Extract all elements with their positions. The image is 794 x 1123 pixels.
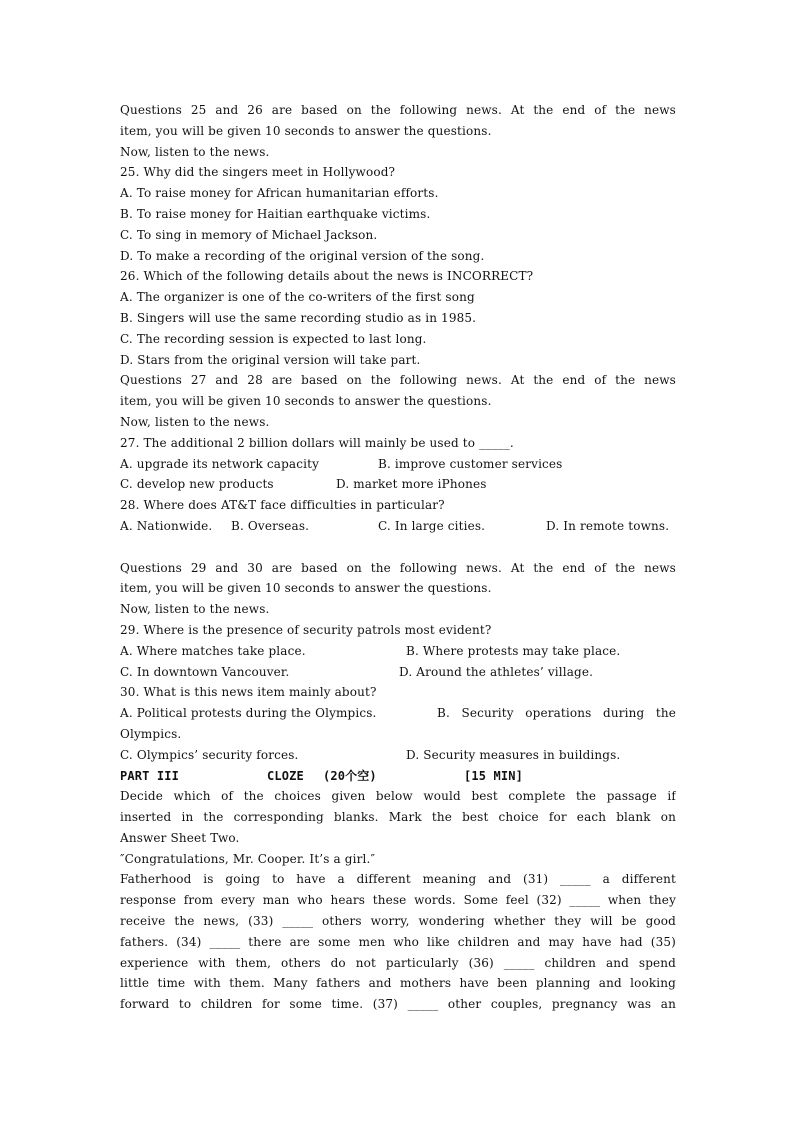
q27-28-intro-line1: Questions 27 and 28 are based on the following news. At the end of the news xyxy=(120,373,676,388)
q25-26-intro-line1: Questions 25 and 26 are based on the following news. At the end of the news xyxy=(120,103,676,117)
q29-options-row1 xyxy=(120,641,676,662)
passage-line: forward to children for some time. (37) _____ other couples, pregnancy was an xyxy=(120,997,676,1012)
passage-line: receive the news, (33) _____ others worry, wondering whether they will be good xyxy=(120,914,676,929)
passage-quote: ″Congratulations, Mr. Cooper. It’s a girl.″ xyxy=(120,851,376,866)
cloze-instruction-line3: Answer Sheet Two. xyxy=(120,830,240,845)
q27-28-intro-line2: item, you will be given 10 seconds to answer the questions. xyxy=(120,394,492,409)
q29-30-intro-line1: Questions 29 and 30 are based on the following news. At the end of the news xyxy=(120,560,676,575)
q27-options-row1 xyxy=(120,454,676,475)
time-limit: [15 MIN] xyxy=(464,768,523,783)
q27-option-a: A. upgrade its network capacity xyxy=(120,456,319,471)
q29-options-row2 xyxy=(120,662,676,683)
passage-line: little time with them. Many fathers and mothers have been planning and looking xyxy=(120,976,676,991)
q27-option-c: C. develop new products xyxy=(120,477,274,492)
listen-instruction: Now, listen to the news. xyxy=(120,144,270,159)
q26-option-b: B. Singers will use the same recording studio as in 1985. xyxy=(120,310,477,325)
q30-option-c: C. Olympics’ security forces. xyxy=(120,747,299,762)
q30-options-row2 xyxy=(120,745,676,766)
question-26: 26. Which of the following details about the news is INCORRECT? xyxy=(120,269,534,284)
q27-option-d: D. market more iPhones xyxy=(336,477,487,492)
passage-line: response from every man who hears these words. Some feel (32) _____ when they xyxy=(120,893,676,908)
q30-option-b: B. Security operations during the xyxy=(437,706,676,721)
q29-option-c: C. In downtown Vancouver. xyxy=(120,664,290,679)
q30-option-a: A. Political protests during the Olympics. xyxy=(120,706,377,721)
q26-option-d: D. Stars from the original version will take part. xyxy=(120,352,421,367)
q29-option-b: B. Where protests may take place. xyxy=(406,643,621,658)
q27-option-b: B. improve customer services xyxy=(378,456,563,471)
q28-option-c: C. In large cities. xyxy=(378,518,486,533)
question-28: 28. Where does AT&T face difficulties in particular? xyxy=(120,498,445,513)
cloze-instruction-line1: Decide which of the choices given below would best complete the passage if xyxy=(120,789,676,804)
part-label: PART III xyxy=(120,768,179,783)
q27-options-row2 xyxy=(120,474,676,495)
passage-line: experience with them, others do not particularly (36) _____ children and spend xyxy=(120,955,676,970)
q26-option-c: C. The recording session is expected to last long. xyxy=(120,331,427,346)
q30-options-row1 xyxy=(120,703,676,724)
q25-option-a: A. To raise money for African humanitarian efforts. xyxy=(120,186,439,201)
question-30: 30. What is this news item mainly about? xyxy=(120,685,377,700)
q28-option-a: A. Nationwide. xyxy=(120,518,213,533)
q25-option-c: C. To sing in memory of Michael Jackson. xyxy=(120,227,378,242)
q28-option-b: B. Overseas. xyxy=(231,518,310,533)
q26-option-a: A. The organizer is one of the co-writers of the first song xyxy=(120,290,475,305)
q30-option-d: D. Security measures in buildings. xyxy=(406,747,621,762)
q25-26-intro-line2: item, you will be given 10 seconds to answer the questions. xyxy=(120,123,492,138)
listen-instruction: Now, listen to the news. xyxy=(120,602,270,617)
passage-line: Fatherhood is going to have a different meaning and (31) _____ a different xyxy=(120,872,676,887)
section-label: CLOZE xyxy=(267,768,304,783)
question-25: 25. Why did the singers meet in Hollywood? xyxy=(120,165,396,180)
q25-option-d: D. To make a recording of the original version of the song. xyxy=(120,248,485,263)
exam-page xyxy=(120,100,676,1015)
spacer xyxy=(120,537,676,558)
q28-options-row xyxy=(120,516,676,537)
q29-option-d: D. Around the athletes’ village. xyxy=(399,664,594,679)
passage-line: fathers. (34) _____ there are some men who like children and may have had (35) xyxy=(120,934,676,949)
part3-heading xyxy=(120,766,676,787)
q28-option-d: D. In remote towns. xyxy=(546,518,670,533)
q30-option-b-cont: Olympics. xyxy=(120,726,182,741)
question-27: 27. The additional 2 billion dollars will mainly be used to _____. xyxy=(120,435,514,450)
q29-30-intro-line2: item, you will be given 10 seconds to answer the questions. xyxy=(120,581,492,596)
listen-instruction: Now, listen to the news. xyxy=(120,414,270,429)
question-29: 29. Where is the presence of security patrols most evident? xyxy=(120,622,492,637)
cloze-instruction-line2: inserted in the corresponding blanks. Mark the best choice for each blank on xyxy=(120,810,676,825)
blank-count: (20个空) xyxy=(323,768,377,783)
q29-option-a: A. Where matches take place. xyxy=(120,643,306,658)
q25-option-b: B. To raise money for Haitian earthquake victims. xyxy=(120,206,431,221)
